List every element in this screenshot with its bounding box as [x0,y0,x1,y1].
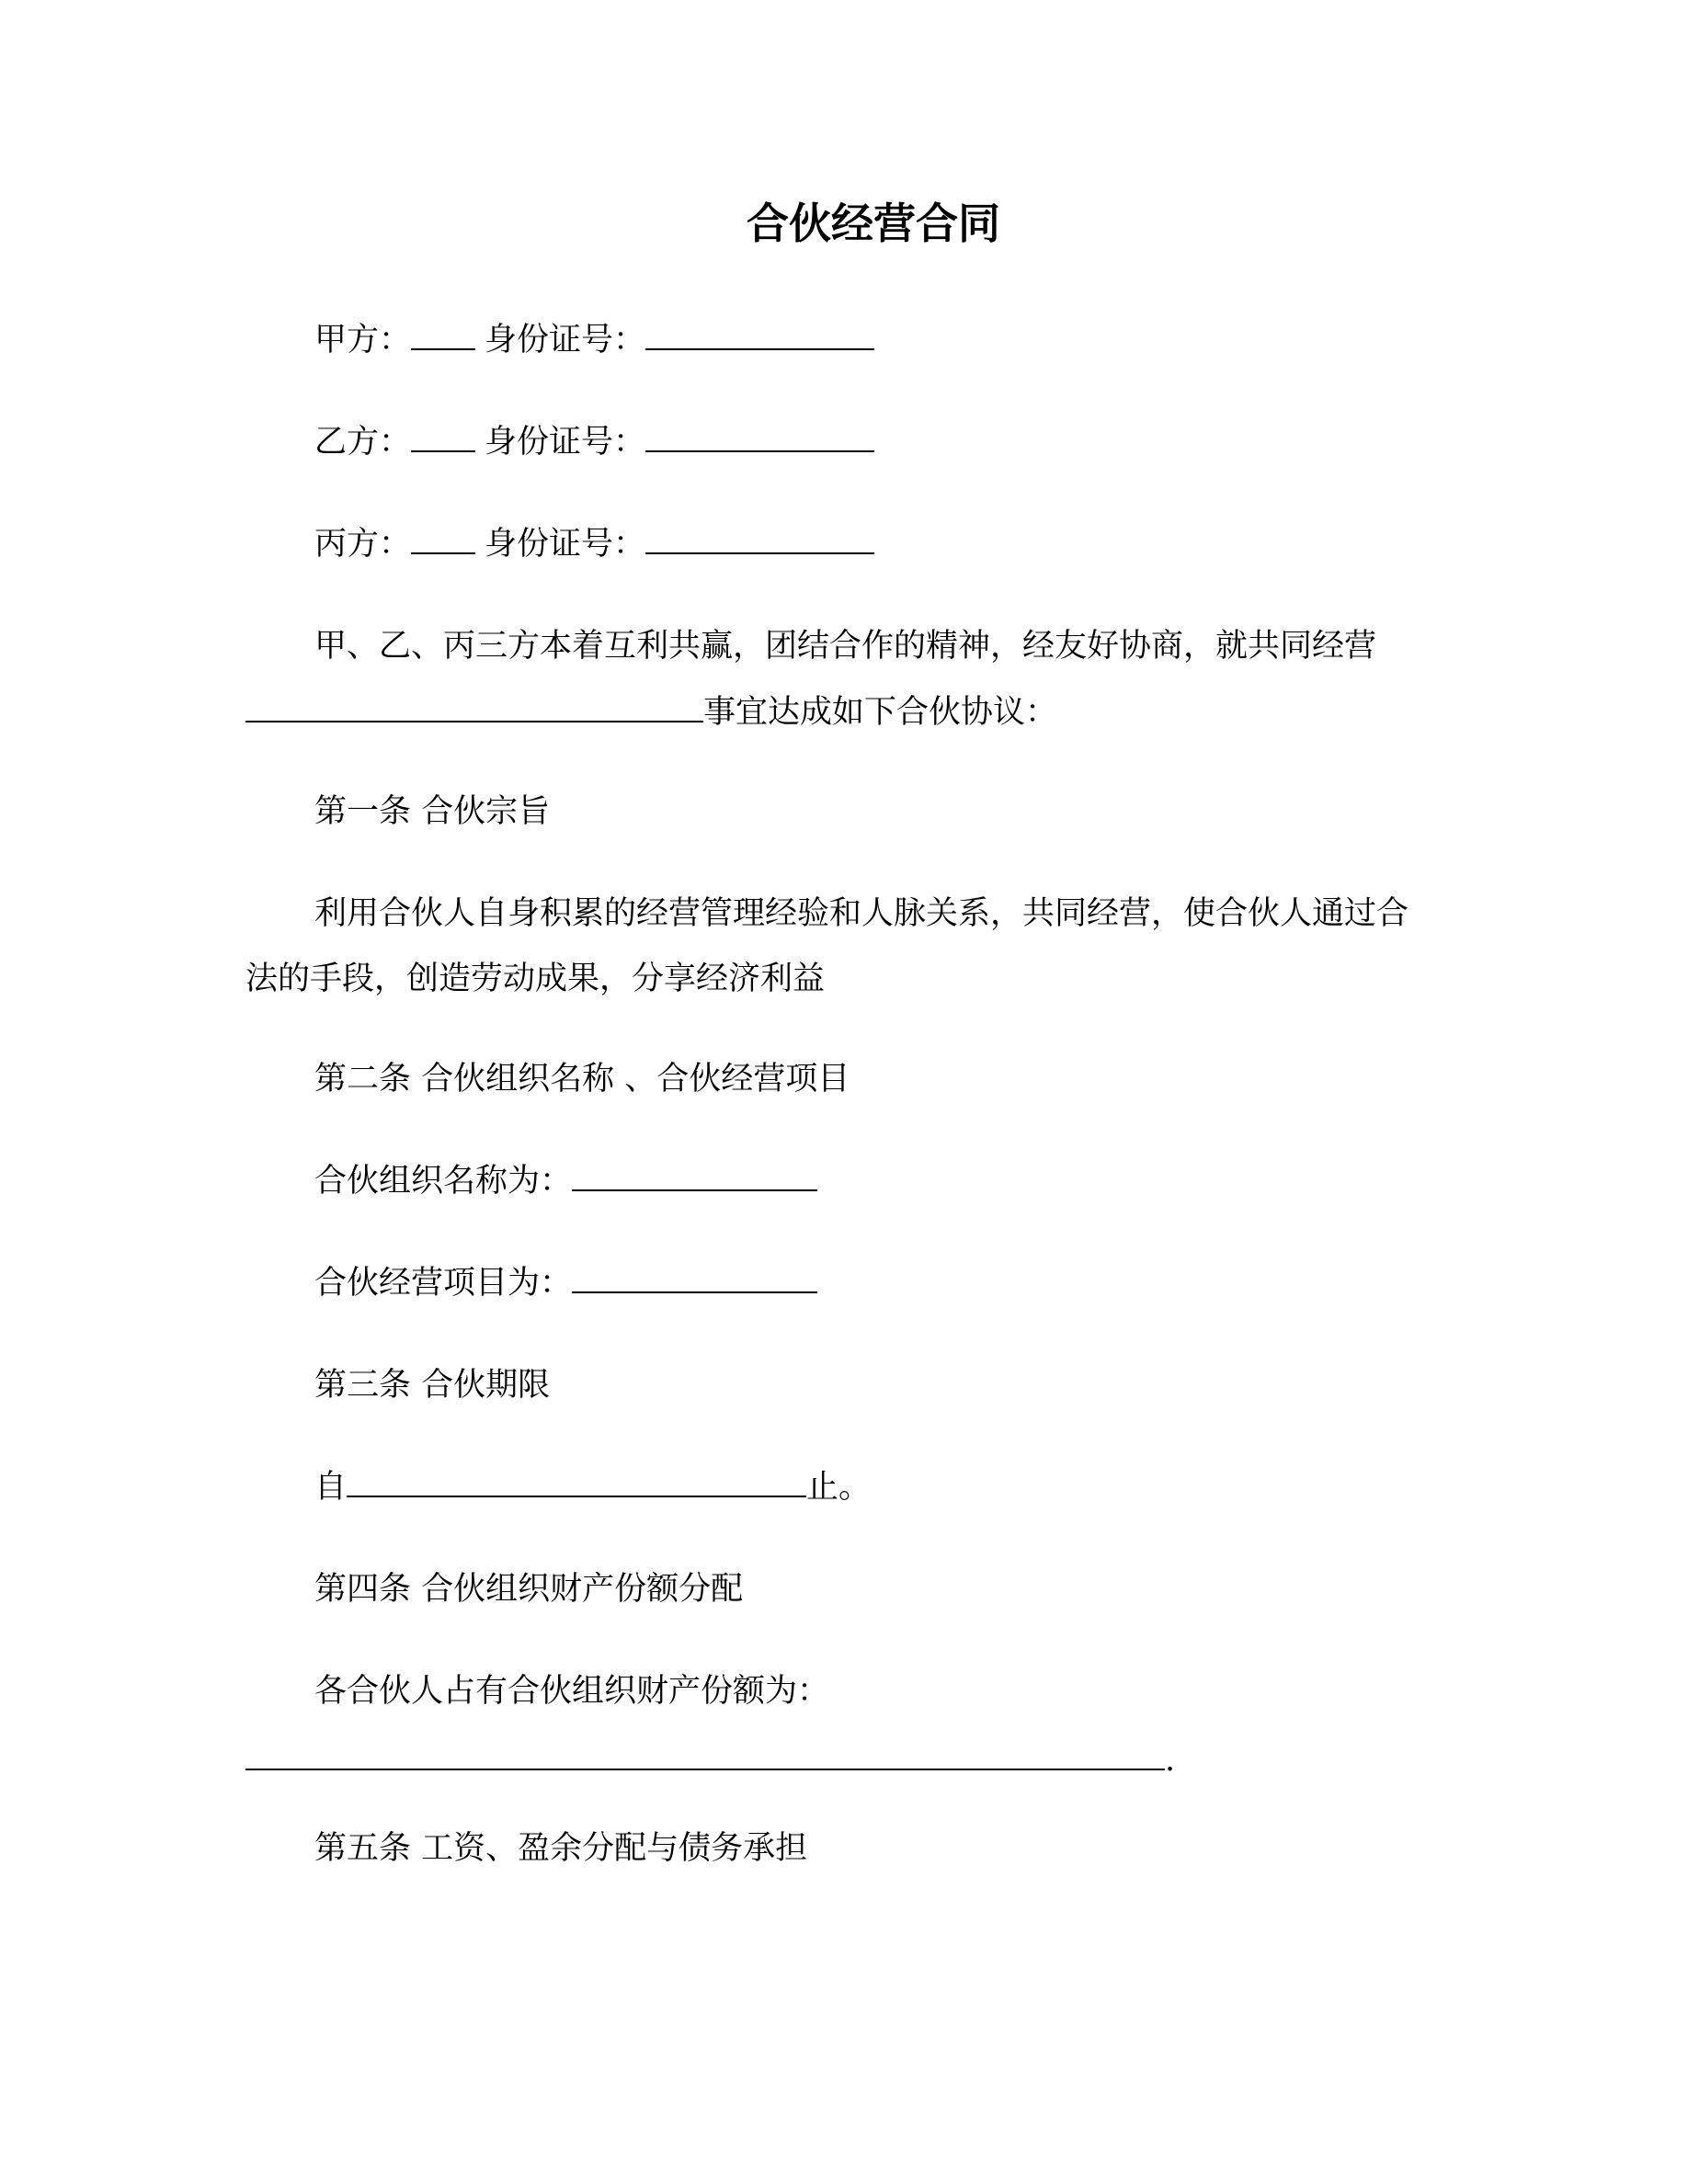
preamble-line-2 [245,692,1057,733]
org-name-label: 合伙组织名称为： [314,1163,573,1200]
party-b-name-blank [411,423,475,452]
party-c-name-blank [411,525,475,554]
article2-heading: 第二条 合伙组织名称 、合伙经营项目 [314,1061,850,1098]
party-a-label: 甲方： [314,322,412,358]
party-a-name-blank [411,321,475,350]
term-suffix: 止。 [806,1469,872,1506]
party-c-id-label: 身份证号： [485,526,646,563]
party-b-id-label: 身份证号： [485,424,646,461]
org-name-line [314,1161,817,1201]
preamble-line-1: 甲、乙、丙三方本着互利共赢，团结合作的精神，经友好协商，就共同经营 [314,628,1377,665]
party-b-label: 乙方： [314,424,412,461]
party-c-line [314,524,874,564]
article1-heading: 第一条 合伙宗旨 [314,793,551,830]
project-line [314,1263,817,1303]
project-blank [572,1264,817,1293]
article5-heading: 第五条 工资、盈余分配与债务承担 [314,1830,808,1867]
party-b-id-blank [645,423,874,452]
share-line-2 [245,1740,1175,1780]
party-a-line [314,320,874,360]
share-line-1: 各合伙人占有合伙组织财产份额为： [314,1673,830,1710]
share-suffix: . [1165,1742,1176,1779]
project-label: 合伙经营项目为： [314,1265,573,1302]
share-blank [245,1741,1165,1770]
party-a-id-label: 身份证号： [485,322,646,358]
party-c-label: 丙方： [314,526,412,563]
party-c-id-blank [645,525,874,554]
org-name-blank [572,1162,817,1191]
term-prefix: 自 [314,1469,348,1506]
party-a-id-blank [645,321,874,350]
business-blank [245,693,703,722]
document-title: 合伙经营合同 [747,199,1000,248]
article1-line-1: 利用合伙人自身积累的经营管理经验和人脉关系，共同经营，使合伙人通过合 [314,895,1409,932]
term-line [314,1467,871,1507]
party-b-line [314,422,874,462]
article1-line-2: 法的手段，创造劳动成果，分享经济利益 [245,961,826,997]
term-blank [347,1468,806,1497]
article3-heading: 第三条 合伙期限 [314,1367,551,1404]
article4-heading: 第四条 合伙组织财产份额分配 [314,1571,744,1608]
preamble-suffix: 事宜达成如下合伙协议： [703,694,1058,731]
